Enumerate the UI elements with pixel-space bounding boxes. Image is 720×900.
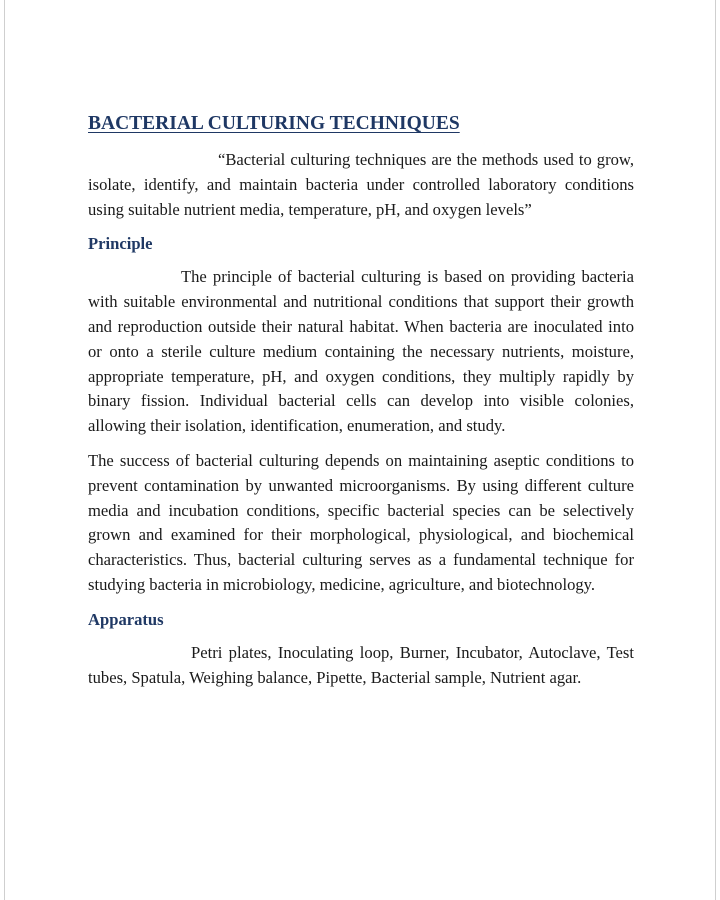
document-body bbox=[88, 112, 634, 690]
paragraph-gap bbox=[88, 439, 634, 449]
principle-paragraph-1: The principle of bacterial culturing is based on providing bacteria with suitable environmental and nutritional conditions that support their growth and reproduction outside their natural habitat. When bacteria are inoculated into or onto a sterile culture medium containing the necessary nutrients, moisture, appropriate temperature, pH, and oxygen conditions, they multiply rapidly by binary fission. Individual bacterial cells can develop into visible colonies, allowing their isolation, identification, enumeration, and study. bbox=[88, 267, 634, 436]
principle-heading: Principle bbox=[88, 234, 153, 254]
principle-paragraph-2: The success of bacterial culturing depends on maintaining aseptic conditions to prevent contamination by unwanted microorganisms. By using different culture media and incubation conditions, specific bacterial species can be selectively grown and examined for their morphological, physiological, and biochemical characteristics. Thus, bacterial culturing serves as a fundamental technique for studying bacteria in microbiology, medicine, agriculture, and biotechnology. bbox=[88, 450, 634, 594]
apparatus-paragraph: Petri plates, Inoculating loop, Burner, Incubator, Autoclave, Test tubes, Spatula, Weighing balance, Pipette, Bacterial sample, Nutrient agar. bbox=[88, 642, 634, 687]
document-title: BACTERIAL CULTURING TECHNIQUES bbox=[88, 113, 460, 134]
definition-paragraph: “Bacterial culturing techniques are the methods used to grow, isolate, identify, and maintain bacteria under controlled laboratory conditions using suitable nutrient media, temperature, pH, and oxygen levels” bbox=[88, 150, 634, 219]
document-page bbox=[4, 0, 716, 900]
apparatus-heading: Apparatus bbox=[88, 609, 164, 629]
